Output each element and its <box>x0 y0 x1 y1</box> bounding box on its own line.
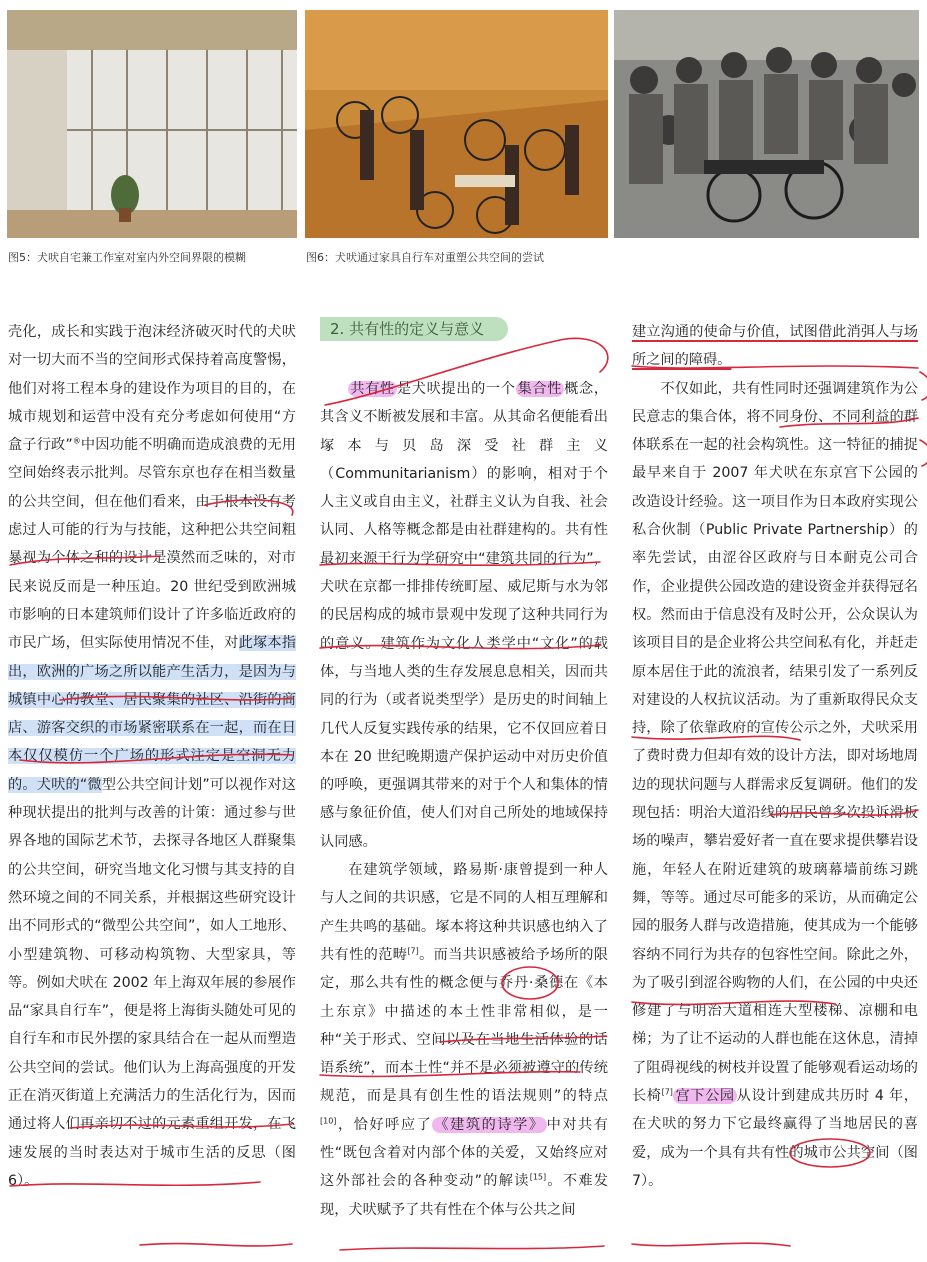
text-run: ，恰好呼应了 <box>336 1116 433 1133</box>
paragraph <box>8 318 296 1195</box>
column-3 <box>632 318 918 1195</box>
paragraph <box>632 318 918 375</box>
citation: [7] <box>661 1087 673 1097</box>
paragraph <box>320 856 608 1224</box>
book-title-highlight: 《建筑的诗学》 <box>434 1116 545 1133</box>
paragraph <box>320 375 608 856</box>
citation: [10] <box>320 1115 337 1125</box>
furniture-bicycle-exhibit-image <box>305 10 608 238</box>
text-run: 。而当共识感被给予场所的限定，那么共有性的概念便与乔丹·桑德在《本土东京》中描述的本土性非常相似，是一种“关于形式、空间以及在当地生活体验的话语系统”，而本土性“并不是必须被遵守的传统规范，而是具有创生性的语法规则”的特点 <box>320 946 608 1105</box>
text-run: 不仅如此，共有性同时还强调建筑作为公民意志的集合体，将不同身份、不同利益的群体联系在一起的社会构筑性。这一特征的捕捉最早来自于 2007 年犬吠在东京宫下公园的改造设计经验。这一项目作为日本政府实现公私合伙制（Public Private Partnership）的率先尝试，由涩谷区政府与日本耐克公司合作，企业提供公园改造的建设资金并获得冠名权。然而由于信息没有及时公开，公众误认为该项目目的是企业将公共空间私有化，并赶走原本居住于此的流浪者，结果引发了一系列反对建设的人权抗议活动。为了重新取得民众支持，除了依靠政府的宣传公示之外，犬吠采用了费时费力但却有效的设计方法，即对场地周边的现状问题与人群需求反复调研。他们的发现包括：明治大道沿线的居民曾多次投诉滑板场的噪声，攀岩爱好者一直在要求提供攀岩设施，年轻人在附近建筑的玻璃幕墙前练习跳舞，等等。通过尽可能多的采访，从而确定公园的服务人群与改造措施，使其成为一个能够容纳不同行为共存的包容性空间。除此之外，为了吸引到涩谷购物的人们，在公园的中央还修建了与明治大道相连大型楼梯、凉棚和电梯；为了让不运动的人群也能在这休息，清掉了阻碍视线的树枝并设置了能够观看运动场的长椅 <box>632 380 918 1105</box>
text-run: 概念，其含义不断被发展和丰富。从其命名便能看出塚本与贝岛深受社群主义（Communitarianism）的影响，相对于个人主义或自由主义，社群主义认为自我、社会认同、人格等概念都是由社群建构的。共有性最初来源于行为学研究中“建筑共同的行为”，犬吠在京都一排排传统町屋、威尼斯与水为邻的民居构成的城市景观中发现了这种共同行为的意义。建筑作为文化人类学中“文化”的载体，与当地人类的生存发展息息相关，因而共同的行为（或者说类型学）是历史的时间轴上几代人反复实践传承的结果，它不仅回应着日本在 20 世纪晚期遗产保护运动中对历史价值的呼唤，更强调其带来的对于个人和集体的情感与象征价值，使人们对自己所处的地域保持认同感。 <box>320 381 608 850</box>
key-term-highlight: 共有性 <box>350 381 395 397</box>
citation: [7] <box>407 946 419 956</box>
column-1 <box>8 318 296 1195</box>
citation: [15] <box>529 1172 547 1182</box>
figure-5-caption: 图5：犬吠自宅兼工作室对室内外空间界限的模糊 <box>8 251 246 264</box>
paragraph <box>632 375 918 1196</box>
annotation-stroke <box>340 1246 604 1250</box>
annotation-stroke <box>920 440 927 466</box>
figure-6-photo <box>305 10 608 238</box>
annotation-stroke <box>632 1243 790 1246</box>
figure-6-caption: 图6：犬吠通过家具自行车对重塑公共空间的尝试 <box>306 251 544 264</box>
text-run: 从设计到建成共历时 4 年，在犬吠的努力下它最终赢得了当地居民的喜爱，成为一个具有共有性的城市公共空间（图 7）。 <box>632 1088 918 1189</box>
interior-studio-image <box>7 10 297 238</box>
text-run: 中因功能不明确而造成浪费的无用空间始终表示批判。尽管东京也存在相当数量的公共空间，但在他们看来，由于根本没有考虑过人可能的行为与技能，这种把公共空间粗暴视为个体之和的设计是漠然而乏味的，对市民来说反而是一种压迫。20 世纪受到欧洲城市影响的日本建筑师们设计了许多临近政府的市民广场，但实际使用情况不佳，对 <box>8 437 296 652</box>
column-2 <box>320 316 608 1224</box>
figure-7-photo <box>614 10 919 238</box>
text-run: 建立沟通的使命与价值，试图借此消弭人与场所之间的障碍。 <box>632 324 918 369</box>
text-run: 是犬吠提出的一个 <box>396 381 516 397</box>
street-crowd-image <box>614 10 919 238</box>
text-run: 型公共空间计划”可以视作对这种现状提出的批判与改善的计策：通过参与世界各地的国际艺术节，去探寻各地区人群聚集的公共空间，研究当地文化习惯与其支持的自然环境之间的不同关系，并根据这些研究设计出不同形式的“微型公共空间”，如人工地形、小型建筑物、可移动构筑物、大型家具，等等。例如犬吠在 2002 年上海双年展的参展作品“家具自行车”，便是将上海街头随处可见的自行车和市民外摆的家具结合在一起从而塑造公共空间的尝试。他们认为上海高强度的开发正在消灭街道上充满活力的生活化行为，因而通过将人们再亲切不过的元素重组开发，在飞速发展的当时表达对于城市生活的反思（图 6）。 <box>8 776 296 1189</box>
key-term-highlight: 集合性 <box>517 381 563 397</box>
highlighted-passage: 此塚本指出，欧洲的广场之所以能产生活力，是因为与城镇中心的教堂、居民聚集的社区、沿街的商店、游客交织的市场紧密联系在一起，而在日本仅仅模仿一个广场的形式注定是空洞无力的。犬吠的“微 <box>8 635 296 793</box>
annotation-stroke <box>920 372 927 400</box>
annotation-stroke <box>140 1244 292 1246</box>
place-name-highlight: 宫下公园 <box>674 1088 735 1105</box>
text-run: 中对共有性“既包含着对内部个体的关爱，又始终应对这外部社会的各种变动”的解读 <box>320 1116 608 1190</box>
text-run: 。不难发现，犬吠赋予了共有性在个体与公共之间 <box>320 1173 608 1218</box>
text-run: 在建筑学领域，路易斯·康曾提到一种人与人之间的共识感，它是不同的人相互理解和产生共鸣的基础。塚本将这种共识感也纳入了共有性的范畴 <box>320 862 608 963</box>
text-run: 壳化，成长和实践于泡沫经济破灭时代的犬吠对一切大而不当的空间形式保持着高度警惕，他们对将工程本身的建设作为项目的目的，在城市规划和运营中没有充分考虑如何使用“方盒子行政” <box>8 324 296 454</box>
figure-5-photo <box>7 10 297 238</box>
section-heading: 2. 共有性的定义与意义 <box>320 317 508 341</box>
footnote-mark: ® <box>72 436 81 446</box>
